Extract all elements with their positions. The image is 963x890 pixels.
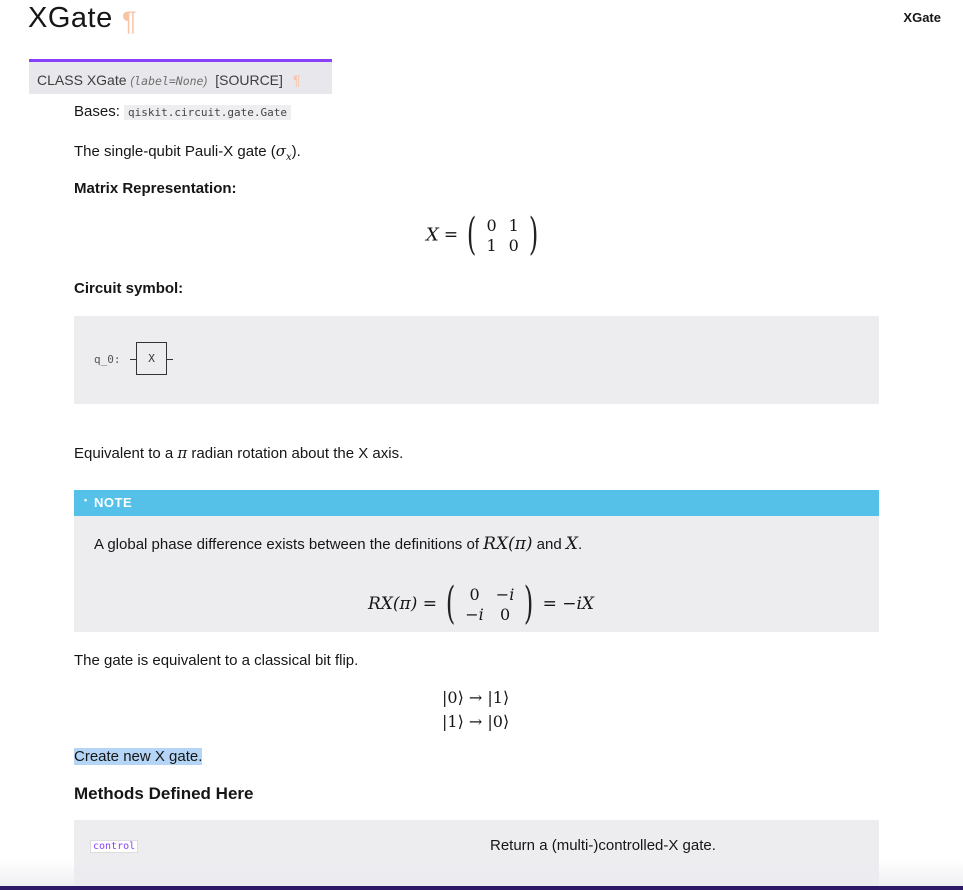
bitflip-line-2: |1⟩ → |0⟩	[442, 712, 510, 731]
matrix-equation: X = ( 0 1 1 0 )	[426, 209, 539, 260]
note-text	[94, 534, 582, 554]
gate-description	[74, 142, 301, 163]
bitflip-line-1: |0⟩ → |1⟩	[442, 688, 510, 707]
wire-right	[167, 359, 173, 360]
matrix-heading: Matrix Representation:	[74, 180, 237, 197]
signature-permalink-icon[interactable]: ¶	[292, 72, 301, 88]
class-param: label=None	[134, 74, 204, 88]
toc-current-item[interactable]: XGate	[903, 10, 941, 25]
matrix-cell: 0	[469, 584, 480, 604]
matrix-x	[480, 215, 524, 255]
bottom-border	[0, 886, 963, 890]
note-header	[74, 490, 879, 516]
method-control-description: Return a (multi-)controlled-X gate.	[490, 837, 716, 854]
matrix-cell: 0	[499, 604, 511, 624]
matrix-equals: =	[443, 225, 459, 245]
note-title: NOTE	[94, 495, 133, 510]
init-description	[74, 748, 202, 765]
sigma-subscript: x	[286, 152, 292, 163]
matrix-cell: 1	[486, 235, 497, 255]
note-icon: •	[84, 495, 88, 505]
note-eq-rhs: = −iX	[542, 594, 595, 614]
title-permalink-icon[interactable]: ¶	[122, 6, 137, 36]
note-text-before: A global phase difference exists between the definitions of	[94, 536, 484, 553]
rotation-text	[74, 444, 403, 462]
circuit-heading: Circuit symbol:	[74, 280, 184, 297]
qubit-label: q_0:	[94, 353, 121, 366]
note-matrix	[459, 584, 520, 624]
matrix-cell: 0	[508, 235, 519, 255]
pi-symbol: π	[177, 444, 188, 462]
page-title: XGate	[28, 2, 113, 34]
bases-line	[74, 103, 291, 120]
note-x: X	[565, 534, 578, 554]
note-rxpi: RX(π)	[483, 534, 533, 554]
method-control-link[interactable]: control	[90, 840, 138, 853]
description-end: ).	[291, 143, 301, 160]
open-paren: (	[130, 76, 135, 88]
note-equation: RX(π) = ( 0 −i −i 0 ) = −iX	[368, 578, 595, 629]
source-link[interactable]: [SOURCE]	[215, 72, 283, 88]
matrix-cell: −i	[495, 584, 515, 604]
bases-value[interactable]: qiskit.circuit.gate.Gate	[124, 105, 291, 120]
methods-table	[74, 820, 879, 890]
rotation-after: radian rotation about the X axis.	[187, 445, 404, 462]
description-text: The single-qubit Pauli-X gate (	[74, 143, 276, 160]
bitflip-text: The gate is equivalent to a classical bit flip.	[74, 652, 359, 669]
matrix-cell: −i	[465, 604, 484, 624]
matrix-lhs: X	[426, 224, 439, 246]
matrix-cell: 1	[508, 215, 519, 235]
matrix-cell: 0	[486, 215, 497, 235]
note-text-and: and	[532, 536, 566, 553]
close-paren: )	[203, 76, 208, 88]
note-body	[74, 516, 879, 632]
rotation-before: Equivalent to a	[74, 445, 178, 462]
class-signature	[29, 59, 332, 94]
bases-label: Bases:	[74, 103, 120, 120]
selected-text[interactable]: Create new X gate.	[74, 748, 203, 765]
circuit-diagram	[74, 316, 879, 404]
sigma-symbol: σ	[275, 142, 287, 160]
note-eq-lhs: RX(π) =	[368, 594, 437, 614]
note-text-end: .	[577, 536, 583, 553]
x-gate-box: X	[136, 342, 167, 375]
bitflip-equations	[442, 686, 509, 734]
class-keyword: CLASS	[37, 72, 83, 88]
methods-heading: Methods Defined Here	[74, 784, 254, 803]
class-name: XGate	[86, 72, 127, 88]
